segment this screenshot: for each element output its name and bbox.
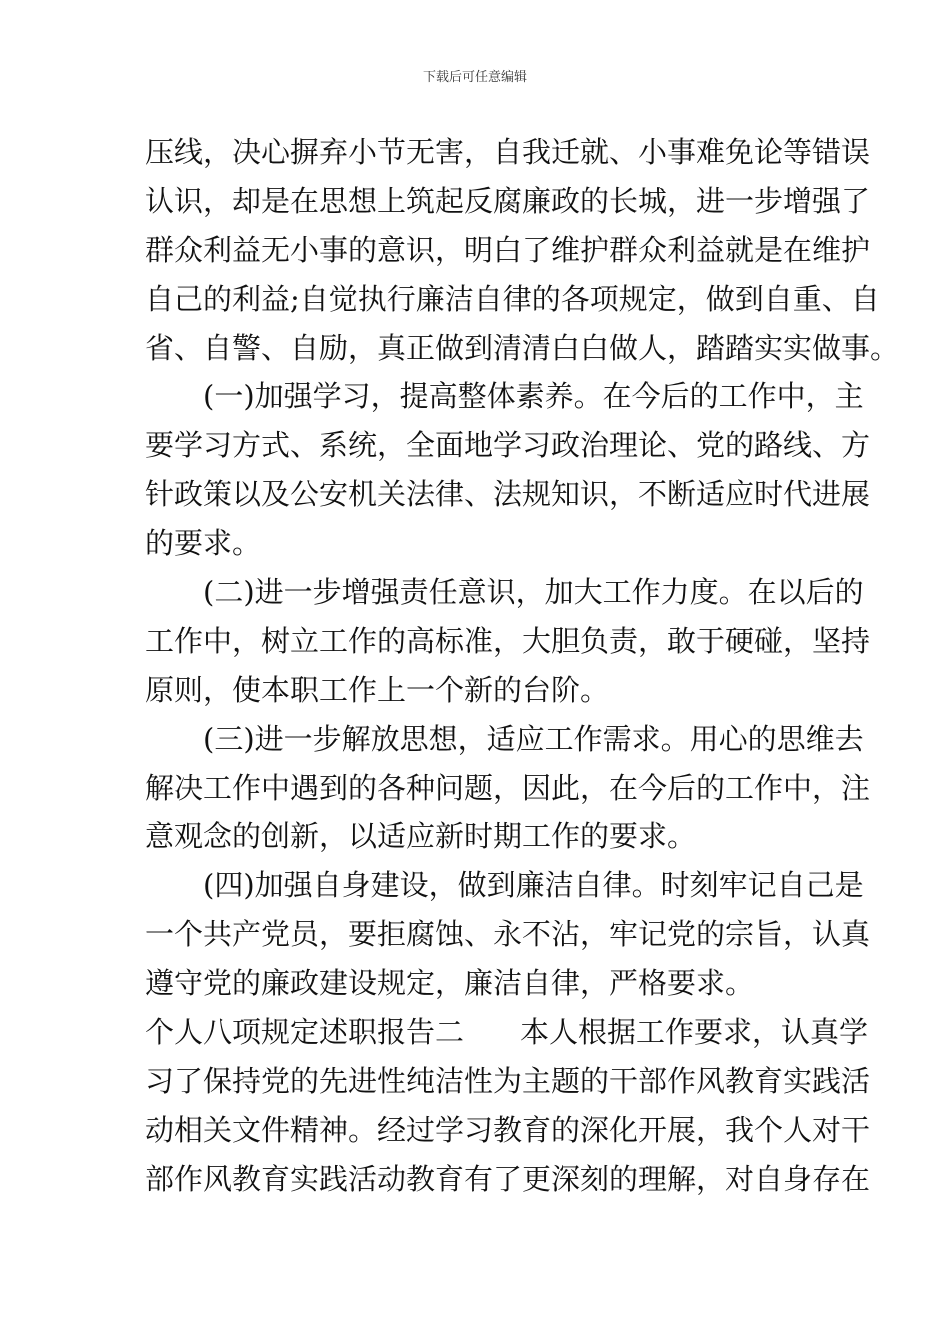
paragraph-first-line: (一)加强学习，提高整体素养。在今后的工作中，主 [203,379,864,414]
text-line: 的要求。 [145,526,262,561]
text-line: 要学习方式、系统，全面地学习政治理论、党的路线、方 [145,428,871,463]
text-line: 习了保持党的先进性纯洁性为主题的干部作风教育实践活 [145,1063,871,1098]
text-line: 压线，决心摒弃小节无害，自我迁就、小事难免论等错误 [145,135,871,169]
text-line: 动相关文件精神。经过学习教育的深化开展，我个人对干 [145,1112,871,1147]
paragraph-first-line: (三)进一步解放思想，适应工作需求。用心的思维去 [203,721,864,756]
text-line: 工作中，树立工作的高标准，大胆负责，敢于硬碰，坚持 [145,623,871,658]
section-text: 本人根据工作要求，认真学 [520,1015,869,1050]
text-line: 省、自警、自励，真正做到清清白白做人，踏踏实实做事。 [145,330,900,365]
text-line: 部作风教育实践活动教育有了更深刻的理解，对自身存在 [145,1161,871,1196]
text-line: 解决工作中遇到的各种问题，因此，在今后的工作中，注 [145,770,871,805]
text-line: 遵守党的廉政建设规定，廉洁自律，严格要求。 [145,966,755,1001]
page-header: 下载后可任意编辑 [422,70,527,85]
text-line: 原则，使本职工作上一个新的台阶。 [145,672,610,707]
text-line: 认识，却是在思想上筑起反腐廉政的长城，进一步增强了 [145,183,871,218]
paragraph-first-line: (二)进一步增强责任意识，加大工作力度。在以后的 [203,575,864,610]
document-body [145,128,900,1204]
text-line: 自己的利益;自觉执行廉洁自律的各项规定，做到自重、自 [145,281,880,316]
paragraph-first-line: (四)加强自身建设，做到廉洁自律。时刻牢记自己是 [203,868,864,903]
text-line: 针政策以及公安机关法律、法规知识，不断适应时代进展 [145,477,871,512]
text-line: 群众利益无小事的意识，明白了维护群众利益就是在维护 [145,232,871,267]
section-title: 个人八项规定述职报告二 [145,1015,465,1050]
section-heading-line [145,1008,869,1057]
text-line: 意观念的创新，以适应新时期工作的要求。 [145,819,697,854]
text-line: 一个共产党员，要拒腐蚀、永不沾，牢记党的宗旨，认真 [145,917,871,952]
